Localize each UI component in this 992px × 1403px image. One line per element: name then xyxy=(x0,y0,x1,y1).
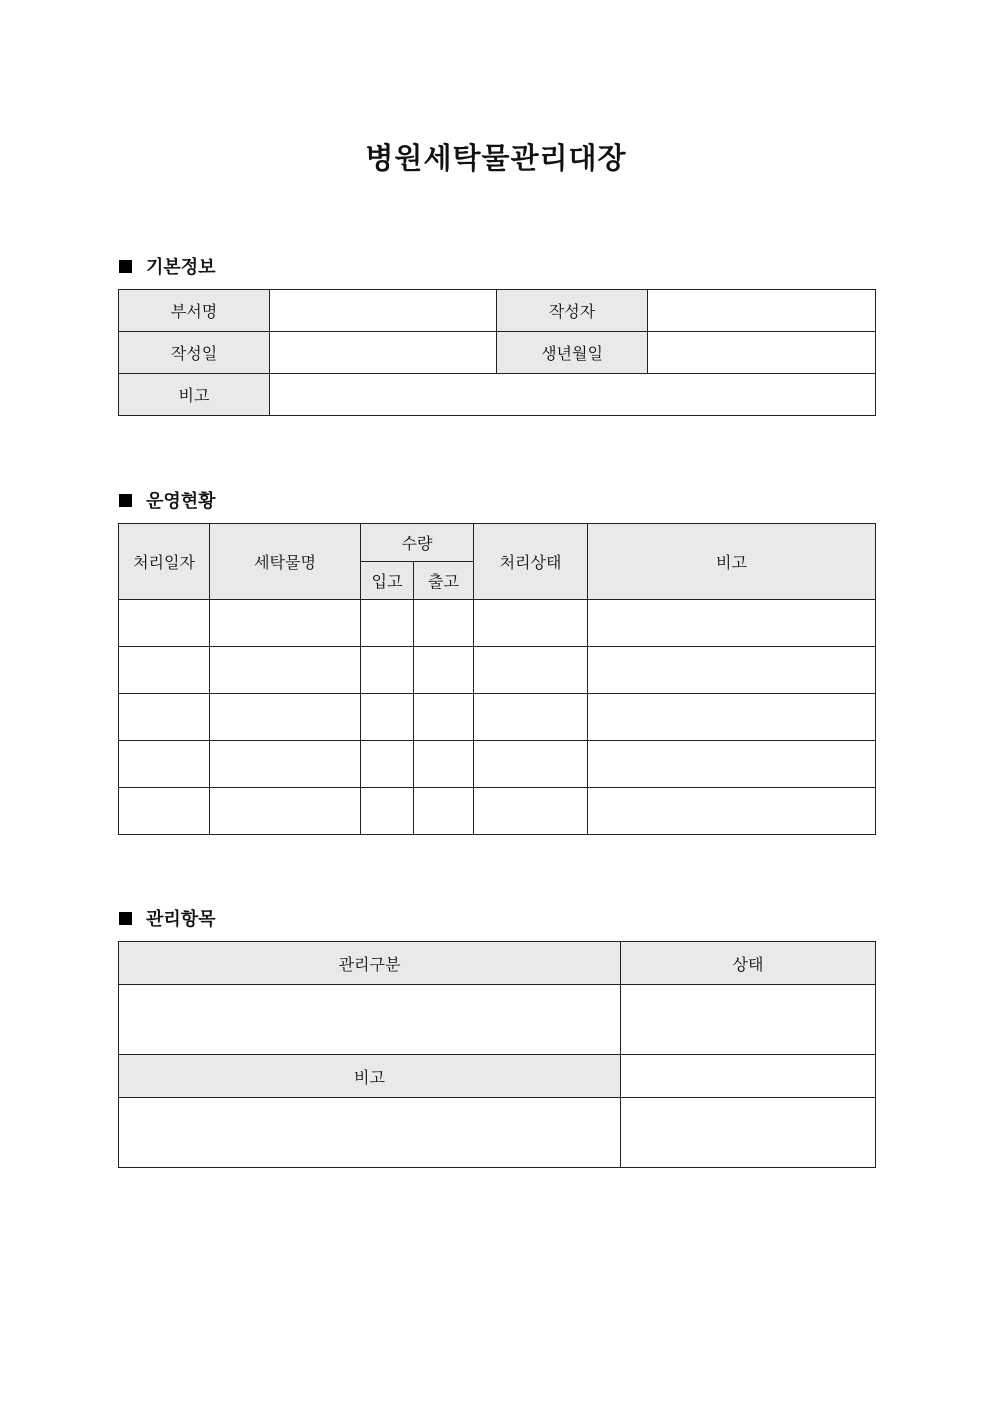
item-name-cell[interactable] xyxy=(210,600,361,647)
process-date-cell[interactable] xyxy=(119,788,210,835)
outgoing-cell[interactable] xyxy=(414,788,474,835)
item-name-cell[interactable] xyxy=(210,741,361,788)
outgoing-cell[interactable] xyxy=(414,600,474,647)
remarks-cell[interactable] xyxy=(588,600,876,647)
col-status: 처리상태 xyxy=(474,524,588,600)
col-remarks: 비고 xyxy=(588,524,876,600)
outgoing-cell[interactable] xyxy=(414,694,474,741)
author-label: 작성자 xyxy=(497,290,648,332)
remarks-cell[interactable] xyxy=(119,1098,621,1168)
incoming-cell[interactable] xyxy=(361,647,414,694)
table-row xyxy=(119,788,876,835)
remarks-cell[interactable] xyxy=(588,694,876,741)
table-row xyxy=(119,694,876,741)
item-name-cell[interactable] xyxy=(210,788,361,835)
remarks-label: 비고 xyxy=(119,374,270,416)
section-heading-basic-info xyxy=(119,253,216,279)
col-process-date: 처리일자 xyxy=(119,524,210,600)
process-date-cell[interactable] xyxy=(119,647,210,694)
table-row xyxy=(119,647,876,694)
col-category: 관리구분 xyxy=(119,942,621,985)
section-heading-label: 관리항목 xyxy=(146,909,216,930)
status-cell[interactable] xyxy=(621,985,876,1055)
status-cell[interactable] xyxy=(474,694,588,741)
remarks-cell[interactable] xyxy=(588,741,876,788)
process-date-cell[interactable] xyxy=(119,741,210,788)
basic-info-table xyxy=(118,289,876,416)
birth-date-label: 생년월일 xyxy=(497,332,648,374)
table-row xyxy=(119,332,876,374)
section-heading-management xyxy=(119,905,216,931)
section-heading-label: 기본정보 xyxy=(146,257,216,278)
operations-table xyxy=(118,523,876,835)
incoming-cell[interactable] xyxy=(361,600,414,647)
status-cell[interactable] xyxy=(474,788,588,835)
table-row xyxy=(119,374,876,416)
remarks-label: 비고 xyxy=(119,1055,621,1098)
remarks-status-cell[interactable] xyxy=(621,1098,876,1168)
outgoing-cell[interactable] xyxy=(414,647,474,694)
remarks-field[interactable] xyxy=(270,374,876,416)
incoming-cell[interactable] xyxy=(361,741,414,788)
incoming-cell[interactable] xyxy=(361,694,414,741)
remarks-cell[interactable] xyxy=(588,647,876,694)
table-header-row xyxy=(119,524,876,562)
status-cell[interactable] xyxy=(474,647,588,694)
management-table xyxy=(118,941,876,1168)
table-row xyxy=(119,741,876,788)
square-bullet-icon xyxy=(119,912,132,925)
status-cell[interactable] xyxy=(474,741,588,788)
remarks-cell[interactable] xyxy=(588,788,876,835)
remarks-side-cell[interactable] xyxy=(621,1055,876,1098)
table-row xyxy=(119,1098,876,1168)
category-cell[interactable] xyxy=(119,985,621,1055)
col-outgoing: 출고 xyxy=(414,562,474,600)
date-written-field[interactable] xyxy=(270,332,497,374)
birth-date-field[interactable] xyxy=(648,332,876,374)
square-bullet-icon xyxy=(119,260,132,273)
author-field[interactable] xyxy=(648,290,876,332)
process-date-cell[interactable] xyxy=(119,600,210,647)
table-row xyxy=(119,1055,876,1098)
item-name-cell[interactable] xyxy=(210,694,361,741)
department-field[interactable] xyxy=(270,290,497,332)
table-row xyxy=(119,600,876,647)
incoming-cell[interactable] xyxy=(361,788,414,835)
date-written-label: 작성일 xyxy=(119,332,270,374)
table-row xyxy=(119,985,876,1055)
item-name-cell[interactable] xyxy=(210,647,361,694)
col-item-name: 세탁물명 xyxy=(210,524,361,600)
department-label: 부서명 xyxy=(119,290,270,332)
outgoing-cell[interactable] xyxy=(414,741,474,788)
page-title: 병원세탁물관리대장 xyxy=(365,141,627,175)
col-status: 상태 xyxy=(621,942,876,985)
col-quantity: 수량 xyxy=(361,524,474,562)
square-bullet-icon xyxy=(119,494,132,507)
table-header-row xyxy=(119,942,876,985)
col-incoming: 입고 xyxy=(361,562,414,600)
section-heading-label: 운영현황 xyxy=(146,491,216,512)
process-date-cell[interactable] xyxy=(119,694,210,741)
status-cell[interactable] xyxy=(474,600,588,647)
table-row xyxy=(119,290,876,332)
section-heading-operations xyxy=(119,487,216,513)
